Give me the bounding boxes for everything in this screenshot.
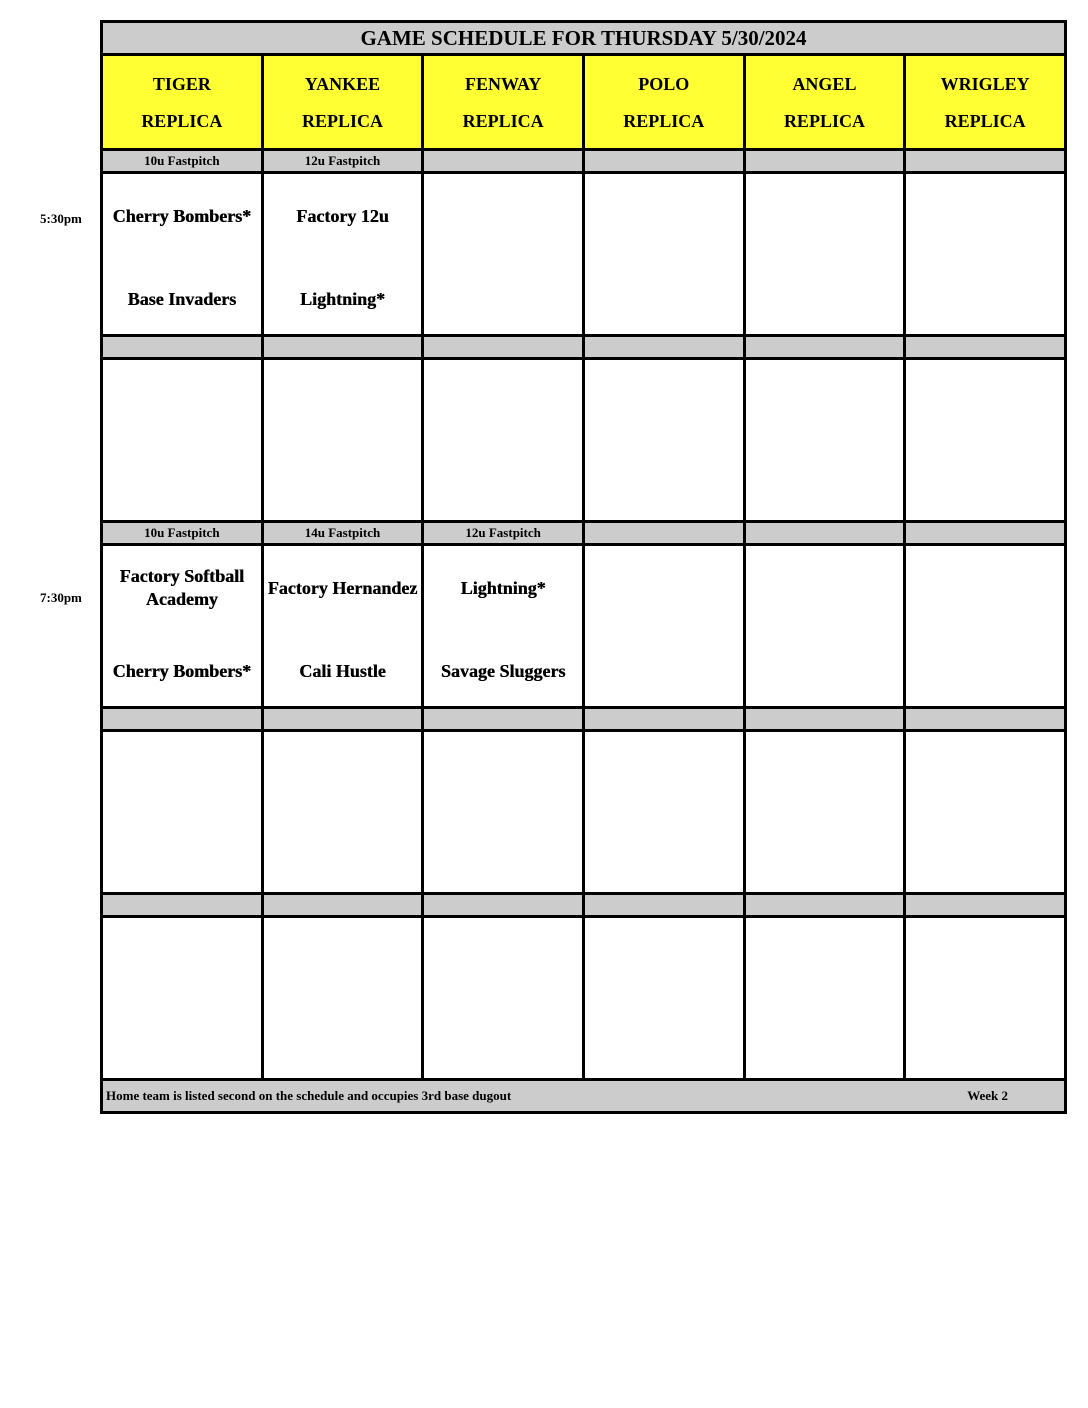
park-header (423, 55, 584, 150)
park-name: ANGEL (792, 73, 857, 94)
division-label (583, 336, 744, 359)
park-header (102, 55, 263, 150)
game-cell (102, 173, 263, 336)
home-team (906, 832, 1064, 882)
game-row (102, 359, 1066, 522)
away-team: Lightning* (460, 577, 546, 598)
away-team (906, 935, 1064, 985)
home-team: Lightning* (299, 288, 385, 309)
division-label (262, 708, 423, 731)
division-label: 12u Fastpitch (423, 522, 584, 545)
division-label (744, 522, 905, 545)
schedule-table (100, 20, 1067, 1114)
park-header (744, 55, 905, 150)
game-cell (423, 545, 584, 708)
home-team (746, 274, 904, 324)
division-label (583, 522, 744, 545)
game-cell (102, 917, 263, 1080)
away-team: Cherry Bombers* (112, 205, 252, 226)
away-team (906, 191, 1064, 241)
game-cell (744, 173, 905, 336)
away-team (424, 191, 582, 241)
game-cell (262, 545, 423, 708)
park-subtitle: REPLICA (944, 110, 1026, 131)
game-cell (423, 359, 584, 522)
away-team: Factory Hernandez (267, 577, 418, 598)
park-subtitle: REPLICA (623, 110, 705, 131)
home-team (103, 832, 261, 882)
footer-row (102, 1080, 1066, 1113)
home-team (746, 646, 904, 696)
division-label (423, 708, 584, 731)
away-team (585, 191, 743, 241)
division-label (583, 894, 744, 917)
away-team (264, 377, 422, 427)
game-cell (744, 731, 905, 894)
game-cell (583, 545, 744, 708)
game-cell (905, 545, 1066, 708)
division-label (905, 336, 1066, 359)
home-team: Savage Sluggers (440, 660, 566, 681)
park-header-row (102, 55, 1066, 150)
division-label (744, 336, 905, 359)
away-team (585, 377, 743, 427)
park-subtitle: REPLICA (301, 110, 383, 131)
game-cell (905, 359, 1066, 522)
park-name: TIGER (152, 73, 211, 94)
home-team (585, 832, 743, 882)
away-team (103, 749, 261, 799)
game-cell (262, 917, 423, 1080)
game-row (102, 173, 1066, 336)
division-label (423, 336, 584, 359)
game-cell (905, 917, 1066, 1080)
game-row (102, 545, 1066, 708)
home-team (746, 1018, 904, 1068)
home-team (103, 1018, 261, 1068)
home-team (906, 460, 1064, 510)
division-row (102, 336, 1066, 359)
park-subtitle: REPLICA (141, 110, 223, 131)
home-team (424, 460, 582, 510)
schedule-title: GAME SCHEDULE FOR THURSDAY 5/30/2024 (102, 22, 1066, 55)
game-cell (744, 917, 905, 1080)
division-label (905, 150, 1066, 173)
game-cell (102, 359, 263, 522)
home-team (585, 646, 743, 696)
division-label (423, 894, 584, 917)
home-team: Cali Hustle (299, 660, 386, 681)
division-row (102, 708, 1066, 731)
away-team: Factory Softball Academy (119, 566, 245, 609)
home-team (906, 274, 1064, 324)
home-team (424, 1018, 582, 1068)
game-row (102, 917, 1066, 1080)
home-team (585, 274, 743, 324)
home-team-note: Home team is listed second on the schedule and occupies 3rd base dugout (106, 1088, 512, 1103)
footer-cell (102, 1080, 1066, 1113)
game-cell (583, 917, 744, 1080)
away-team (424, 749, 582, 799)
division-label: 12u Fastpitch (262, 150, 423, 173)
away-team (103, 935, 261, 985)
game-cell (423, 731, 584, 894)
game-cell (423, 173, 584, 336)
game-cell (262, 359, 423, 522)
division-row (102, 150, 1066, 173)
away-team (746, 563, 904, 613)
home-team (585, 1018, 743, 1068)
division-row (102, 522, 1066, 545)
game-cell (905, 731, 1066, 894)
home-team (906, 1018, 1064, 1068)
home-team (103, 460, 261, 510)
game-cell (583, 731, 744, 894)
division-row (102, 894, 1066, 917)
park-subtitle: REPLICA (462, 110, 544, 131)
division-label (905, 522, 1066, 545)
park-header (583, 55, 744, 150)
division-label (905, 708, 1066, 731)
park-header (262, 55, 423, 150)
title-row (102, 22, 1066, 55)
home-team (264, 460, 422, 510)
game-cell (102, 731, 263, 894)
away-team (746, 935, 904, 985)
home-team (906, 646, 1064, 696)
division-label (583, 150, 744, 173)
division-label: 10u Fastpitch (102, 522, 263, 545)
division-label (262, 336, 423, 359)
division-label (744, 150, 905, 173)
division-label (423, 150, 584, 173)
park-header (905, 55, 1066, 150)
away-team (906, 563, 1064, 613)
game-cell (905, 173, 1066, 336)
division-label (262, 894, 423, 917)
away-team (906, 377, 1064, 427)
time-label-slot-1: 5:30pm (40, 211, 82, 226)
game-cell (744, 545, 905, 708)
division-label: 14u Fastpitch (262, 522, 423, 545)
park-subtitle: REPLICA (783, 110, 865, 131)
home-team: Base Invaders (127, 288, 237, 309)
away-team (585, 563, 743, 613)
division-label (583, 708, 744, 731)
division-label (744, 894, 905, 917)
away-team (746, 749, 904, 799)
game-cell (102, 545, 263, 708)
away-team (585, 935, 743, 985)
division-label (102, 336, 263, 359)
away-team: Factory 12u (296, 205, 389, 226)
game-cell (423, 917, 584, 1080)
away-team (264, 749, 422, 799)
division-label (102, 708, 263, 731)
division-label (102, 894, 263, 917)
home-team (746, 460, 904, 510)
division-label: 10u Fastpitch (102, 150, 263, 173)
game-cell (583, 173, 744, 336)
away-team (746, 191, 904, 241)
park-name: YANKEE (304, 73, 381, 94)
away-team (906, 749, 1064, 799)
away-team (424, 377, 582, 427)
game-row (102, 731, 1066, 894)
away-team (585, 749, 743, 799)
time-label-slot-3: 7:30pm (40, 590, 82, 605)
away-team (264, 935, 422, 985)
home-team (424, 274, 582, 324)
game-cell (744, 359, 905, 522)
away-team (424, 935, 582, 985)
game-cell (262, 731, 423, 894)
park-name: WRIGLEY (940, 73, 1030, 94)
home-team (585, 460, 743, 510)
game-cell (583, 359, 744, 522)
game-cell (262, 173, 423, 336)
park-name: POLO (638, 73, 690, 94)
home-team (264, 832, 422, 882)
division-label (744, 708, 905, 731)
away-team (746, 377, 904, 427)
home-team (264, 1018, 422, 1068)
week-label: Week 2 (967, 1088, 1008, 1103)
home-team: Cherry Bombers* (112, 660, 252, 681)
away-team (103, 377, 261, 427)
home-team (424, 832, 582, 882)
division-label (905, 894, 1066, 917)
park-name: FENWAY (464, 73, 542, 94)
home-team (746, 832, 904, 882)
